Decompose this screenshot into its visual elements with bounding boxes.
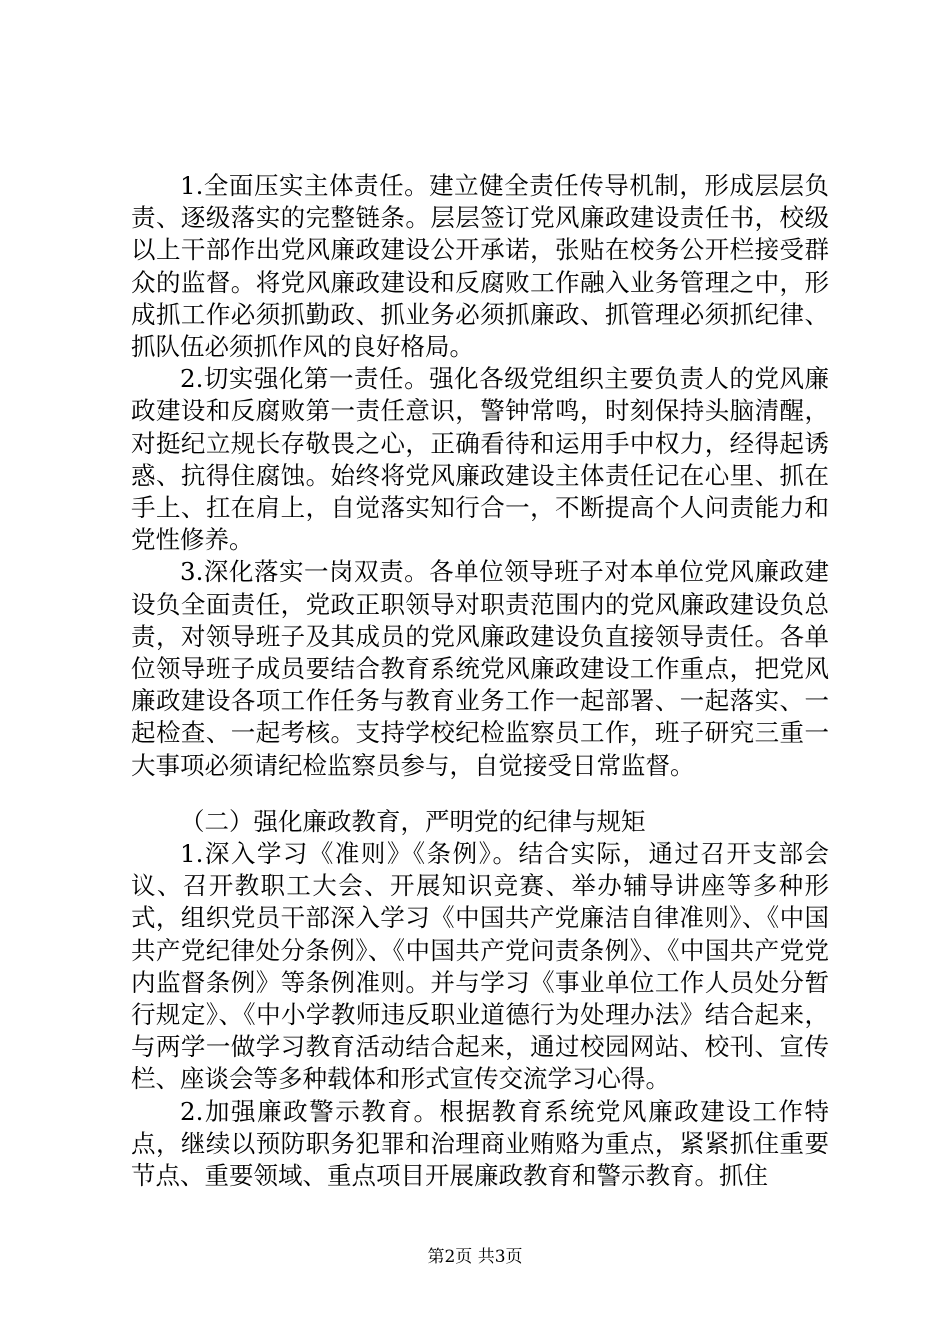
page-footer: 第2页 共3页: [427, 1247, 523, 1267]
paragraph-4: 1.深入学习《准则》《条例》。结合实际，通过召开支部会议、召开教职工大会、开展知识竞赛、举办辅导讲座等多种形式，组织党员干部深入学习《中国共产党廉洁自律准则》、《中国共产党纪律处分条例》、《中国共产党问责条例》、《中国共产党党内监督条例》等条例准则。并与学习《事业单位工作人员处分暂行规定》、《中小学教师违反职业道德行为处理办法》结合起来，与两学一做学习教育活动结合起来，通过校园网站、校刊、宣传栏、座谈会等多种载体和形式宣传交流学习心得。: [131, 839, 829, 1094]
paragraph-5: 2.加强廉政警示教育。根据教育系统党风廉政建设工作特点，继续以预防职务犯罪和治理商业贿赂为重点，紧紧抓住重要节点、重要领域、重点项目开展廉政教育和警示教育。抓住: [131, 1096, 829, 1191]
paragraph-3: 3.深化落实一岗双责。各单位领导班子对本单位党风廉政建设负全面责任，党政正职领导对职责范围内的党风廉政建设负总责，对领导班子及其成员的党风廉政建设负直接领导责任。各单位领导班子成员要结合教育系统党风廉政建设工作重点，把党风廉政建设各项工作任务与教育业务工作一起部署、一起落实、一起检查、一起考核。支持学校纪检监察员工作，班子研究三重一大事项必须请纪检监察员参与，自觉接受日常监督。: [131, 557, 829, 780]
paragraph-1: 1.全面压实主体责任。建立健全责任传导机制，形成层层负责、逐级落实的完整链条。层层签订党风廉政建设责任书，校级以上干部作出党风廉政建设公开承诺，张贴在校务公开栏接受群众的监督。将党风廉政建设和反腐败工作融入业务管理之中，形成抓工作必须抓勤政、抓业务必须抓廉政、抓管理必须抓纪律、抓队伍必须抓作风的良好格局。: [131, 171, 829, 362]
paragraph-2: 2.切实强化第一责任。强化各级党组织主要负责人的党风廉政建设和反腐败第一责任意识，警钟常鸣，时刻保持头脑清醒，对挺纪立规长存敬畏之心，正确看待和运用手中权力，经得起诱惑、抗得住腐蚀。始终将党风廉政建设主体责任记在心里、抓在手上、扛在肩上，自觉落实知行合一，不断提高个人问责能力和党性修养。: [131, 364, 829, 555]
section-heading: （二）强化廉政教育，严明党的纪律与规矩: [180, 806, 646, 836]
document-body: [131, 170, 829, 1192]
